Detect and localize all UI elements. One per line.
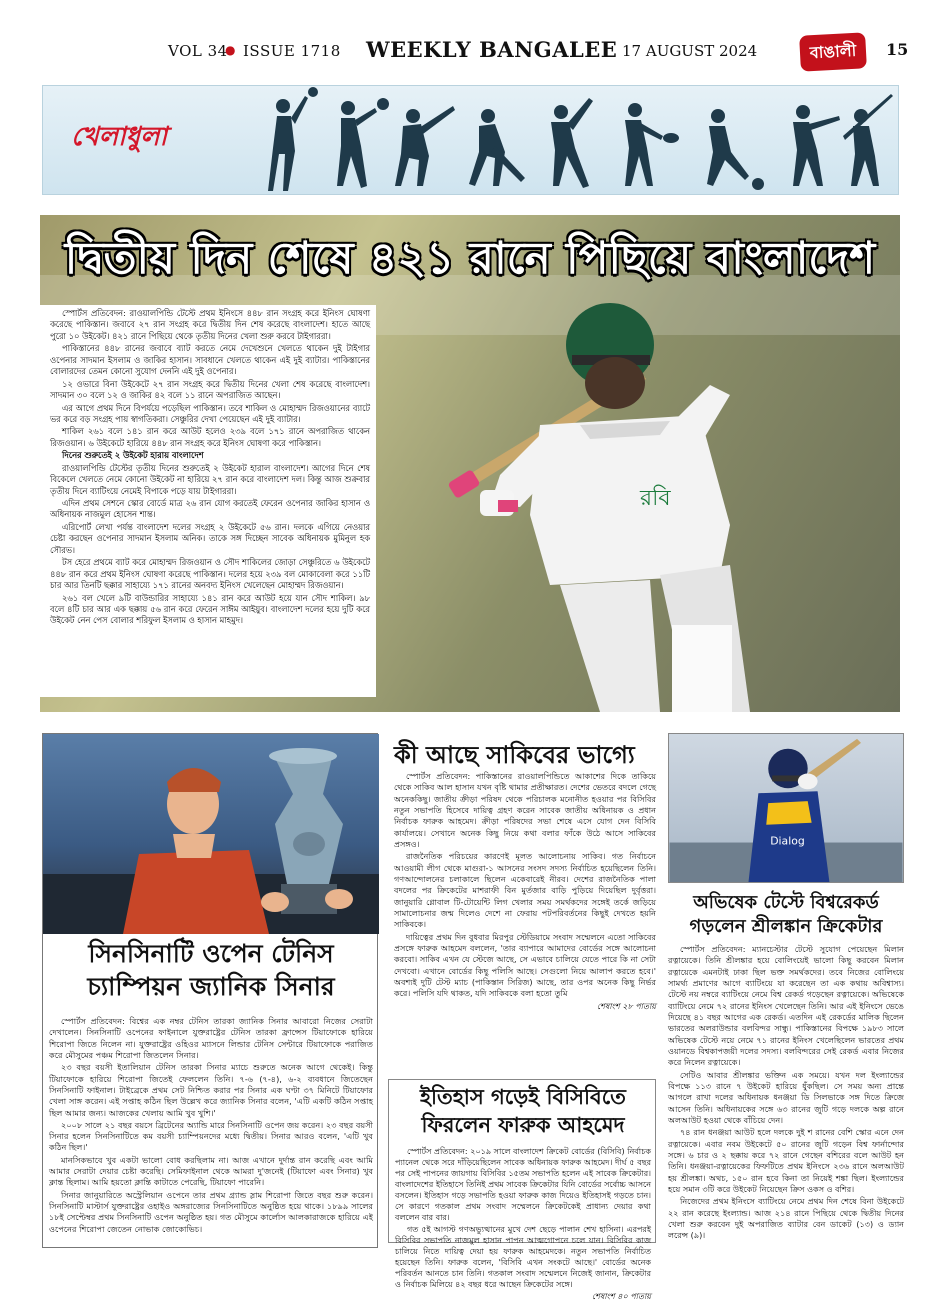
srilanka-story: [668, 733, 904, 1248]
sinner-headline: সিনসিনাটি ওপেন টেনিস চ্যাম্পিয়ন জ্যানিক সিনার: [87, 939, 335, 1001]
issue-date: 17 AUGUST 2024: [622, 42, 758, 60]
lead-paragraph: এরিপোর্ট লেখা পর্যন্ত বাংলাদেশ দলের সংগ্রহ ২ উইকেটে ৫৬ রান। দলকে এগিয়ে নেওয়ার চেষ্টা করছেন ওপেনার সাদমান ইসলাম অনিক। তাকে সঙ্গ দিচ্ছেন সাবেক অধিনায়ক মুমিনুল হক সৌরভ।: [50, 521, 370, 555]
continued-note: শেষাংশ ৪০ পাতায়: [591, 1292, 651, 1302]
jersey-sponsor-text: Dialog: [770, 834, 805, 848]
section-banner: [42, 85, 899, 195]
faruk-headline: ইতিহাস গড়েই বিসিবিতে ফিরলেন ফারুক আহমেদ: [420, 1085, 626, 1137]
faruk-paragraph: গত ৫ই আগস্ট গণঅভ্যুত্থানের মুখে দেশ ছেড়ে পালান শেখ হাসিনা। এরপরই বিসিবির সভাপতি নাজমুল হাসান পাপন আত্মগোপনে চলে যান। বিসিবির কাজ চালিয়ে নিতে দায়িত্ব দেয়া হয় ফারুক আহমেদকে। নতুন সভাপতি নির্বাচিত হয়েছেন তিনি। ফারুক বলেন, 'বিসিবি এখন সংকটে আছে।' বোর্ডের অনেক পরিবর্তন আনতে চান তিনি। গতকাল সংবাদ সম্মেলনে নিজেই জানান, ক্রিকেটার ও নির্বাচক মিলিয়ে ৪২ বছর ধরে আছেন ক্রিকেটের সঙ্গে।: [395, 1225, 651, 1290]
sinner-paragraph: ২৩ বছর বয়সী ইতালিয়ান টেনিস তারকা সিনার ম্যাচে শুরুতে অনেক আগে থেকেই। কিন্তু টিয়াফোকে হারিয়ে শিরোপা জিতেই ফেললেন তিনি। ৭-৬ (৭-৪), ৬-২ ব্যবধানে জিতেছেন সিনসিনাটি ফাইনাল। টাইব্রেকে প্রথম সেট নিশ্চিত করার পর সিনার এক ঘণ্টা ৩৭ মিনিটে টিয়াফোর খেলা সাঙ্গ করেন। এই সপ্তাহ কঠিন ছিল উল্লেখ করে জ্যানিক সিনার বলেন, 'এটি একটি কঠিন সপ্তাহ ছিল আমার জন্য। আজকের খেলায় আমি খুব খুশি।': [49, 1062, 373, 1118]
volume-number: VOL 34: [168, 42, 228, 60]
separator-dot-icon: ●: [225, 43, 236, 57]
batsman-photo: [410, 275, 890, 712]
lead-article-body: [40, 305, 376, 697]
lead-headline: দ্বিতীয় দিন শেষে ৪২১ রানে পিছিয়ে বাংলাদেশ: [64, 233, 876, 284]
lead-paragraph: এদিন প্রথম সেশনে স্কোর বোর্ডে মাত্র ২৬ রান যোগ করতেই ফেরেন ওপেনার জাকির হাসান ও অধিনায়ক নাজমুল হোসেন শান্ত।: [50, 498, 370, 520]
lead-paragraph: ২৬১ বল খেলে ৯টি বাউন্ডারির সাহায্যে ১৪১ রান করে আউট হয়ে যান সৌদ শাকিল। ৯৮ বলে ৪টি চার আর এক ছক্কায় ৫৬ রান করে ফেরেন সাঈম আইয়ুব। বাংলাদেশ দলের হয়ে দুটি করে উইকেট নেন পেস বোলার শরিফুল ইসলাম ও হাসান মাহমুদ।: [50, 592, 370, 626]
sinner-story: [42, 733, 378, 1248]
sinner-trophy-photo: [43, 734, 379, 934]
srilanka-article-body: [668, 944, 904, 1244]
lead-paragraph: শাকিল ২৬১ বলে ১৪১ রান করে আউট হলেও ২৩৯ বলে ১৭১ রানে অপরাজিত থাকেন রিজওয়ান। ৬ উইকেটে হারিয়ে ৪৪৮ রান সংগ্রহ করে ইনিংস ঘোষণা করে পাকিস্তান।: [50, 426, 370, 448]
srilanka-paragraph: স্পোর্টস প্রতিবেদন: ম্যানচেস্টার টেস্টে সুযোগ পেয়েছেন মিলান রত্নায়েকে। তিনি শ্রীলঙ্কার হয়ে বোলিংয়েই ভালো কিছু করবেন মিলান রত্নায়েকে এমনটাই ঢাকা ছিল ভক্ত সমর্থকদের। তবে নিজের বোলিংয়ে সামর্থ্য প্রমাণের আগে ব্যাটিংয়ে যা করেছেন তা এক কথায় অবিশ্বাস্য। টেস্টে নয় নম্বরে ব্যাটিংয়ে নেমে বিশ্ব রেকর্ড গড়েছেন রত্নায়েকে। অভিষেকে ব্যাটিংয়ে নেমে ৭২ রানের ইনিংস খেলেছেন তিনি। আর এই ইনিংসে ভেঙে দিয়েছে ৪১ বছর আগের এক রেকর্ড। এতদিন এই রেকর্ডের মালিক ছিলেন ভারতের অলরাউন্ডার বলবিন্দর সান্ধু। পাকিস্তানের বিপক্ষে ১৯৮৩ সালে অভিষেক টেস্টে নয়ে নেমে ৭১ রানের ইনিংস খেলেছিলেন ভারতের প্রথম ওয়ানডে বিশ্বকাপজয়ী দলের সদস্য। বলবিন্দরের সেই রেকর্ড এবার নিজের করে নিলেন রত্নায়েকে।: [668, 944, 904, 1068]
jersey-sponsor-text: রবি: [640, 486, 671, 511]
issue-number: ISSUE 1718: [243, 42, 341, 60]
sinner-article-body: [49, 1016, 373, 1244]
page-header: [0, 0, 945, 80]
lead-paragraph: টস হেরে প্রথমে ব্যাট করে মোহাম্মদ রিজওয়ান ও সৌদ শাকিলের জোড়া সেঞ্চুরিতে ৬ উইকেটে ৪৪৮ রান করে প্রথম ইনিংস ঘোষণা করেছে পাকিস্তান। দলের হয়ে ২৩৯ বল মোকাবেলা করে ১১টি চার আর তিনটি ছক্কার সাহায্যে ১৭১ রানের অনবদ্য ইনিংস খেলেছেন মোহাম্মদ রিজওয়ান।: [50, 557, 370, 591]
shakib-paragraph: রাজনৈতিক পরিচয়ের কারণেই মূলত আলোচনায় সাকিব। গত নির্বাচনে আওয়ামী লীগ থেকে মাগুরা-১ আসনের সংসদ সদস্য নির্বাচিত হয়েছিলেন তিনি। গণআন্দোলনের চলাকালে ছিলেন একেবারেই নীরব। দেশের রাজনৈতিক পালা বদলের পর ক্রিকেটের মাশরাফী বিন মুর্তজার বাড়ি পুড়িয়ে দিয়েছিল দুর্বৃত্তরা। জানুয়ারি গ্লোবাল টি-টোয়েন্টি লিগ খেলার সময় সমর্থকদের সঙ্গেই তর্কে জড়িয়ে সামালোচনার জন্ম দিলেও দেশে না ফেরায় পটপরিবর্তনের কিছুই দেখতে হয়নি সাকিবকে।: [394, 851, 656, 930]
shakib-headline: কী আছে সাকিবের ভাগ্যে: [394, 741, 635, 769]
middle-column: [388, 733, 656, 1302]
continued-note: শেষাংশ ২৮ পাতায়: [596, 1001, 656, 1011]
section-title: খেলাধুলা: [71, 122, 168, 152]
sinner-paragraph: মানসিকভাবে খুব একটা ভালো বোধ করছিলাম না। আজ এখানে দুর্দান্ত রান করেছি এবং আমি আমার সেরাটা দেয়ার চেষ্টা করেছি। সেমিফাইনাল থেকে আমরা দু'জনেই (টিয়াফো এবং সিনার) খুব ক্লান্ত ছিলাম। আমি হয়তো ক্লান্তি কাটাতে পেরেছি, টিয়াফো পারেনি।: [49, 1154, 373, 1188]
brand-logo: বাঙালী: [799, 32, 867, 71]
lead-paragraph: স্পোর্টস প্রতিবেদন: রাওয়ালপিন্ডি টেস্টে প্রথম ইনিংসে ৪৪৮ রান সংগ্রহ করে ইনিংস ঘোষণা করেছে পাকিস্তান। জবাবে ২৭ রান সংগ্রহ করে দ্বিতীয় দিন শেষ করেছে বাংলাদেশ। হাতে আছে পুরো ১০ উইকেট। ৪২১ রানে পিছিয়ে থেকে তৃতীয় দিনের খেলা শুরু করবে টাইগাররা।: [50, 308, 370, 341]
sinner-paragraph: ২০০৮ সালে ২১ বছর বয়সে ব্রিটেনের অ্যান্ডি মারে সিনসিনাটি ওপেন জয় করেন। ২৩ বছর বয়সী সিনার হলেন সিনসিনাটিতে কম বয়সী চ্যাম্পিয়নদের মধ্যে দ্বিতীয়। সিনার আরও বলেন, 'এটি খুব কঠিন ছিল।': [49, 1119, 373, 1153]
newspaper-title: WEEKLY BANGALEE: [366, 37, 618, 62]
lead-story: [40, 215, 900, 712]
srilanka-batsman-photo: [668, 733, 904, 883]
lead-paragraph: ১২ ওভারে বিনা উইকেটে ২৭ রান সংগ্রহ করে দ্বিতীয় দিনের খেলা শেষ করেছে বাংলাদেশ। সাদমান ৩০ বলে ১২ ও জাকির ৪২ বলে ১১ রানে অপরাজিত আছেন।: [50, 378, 370, 401]
lead-paragraph: রাওয়ালপিন্ডি টেস্টের তৃতীয় দিনের শুরুতেই ২ উইকেট হারাল বাংলাদেশ। আগের দিনে শেষ বিকেলে খেলতে নেমে কোনো উইকেট না হারিয়ে ২৭ রান করে বাংলাদেশ দল। কিন্তু আজ শুক্রবার তৃতীয় দিনে ব্যাটিংয়ে নেমেই বিপাকে পড়ে যায় টাইগাররা।: [50, 462, 370, 496]
shakib-article-body: [394, 771, 656, 1071]
sinner-paragraph: স্পোর্টস প্রতিবেদন: বিশ্বের এক নম্বর টেনিস তারকা জ্যানিক সিনার আবারো নিজের সেরাটা দেখালেন। সিনসিনাটি ওপেনের ফাইনালে যুক্তরাষ্ট্রের টেনিস তারকা ফ্রান্সেস টিয়াফোকে হারিয়ে শিরোপা জিতে নিলেন না। যুক্তরাষ্ট্রের ওহিওর ম্যাসনে লিন্ডার টেনিস সেন্টারে টিয়াফোকে পরাজিত করে মৌসুমের পঞ্চম শিরোপা জিতলেন সিনার।: [49, 1016, 373, 1060]
shakib-paragraph: স্পোর্টস প্রতিবেদন: পাকিস্তানের রাওয়ালপিন্ডিতে আকাশের দিকে তাকিয়ে থেকে সাকিব আল হাসান যখন বৃষ্টি থামার প্রতীক্ষারত। দেশের ভেতরে বদলে গেছে অনেককিছু। জাতীয় ক্রীড়া পরিষদ থেকে পরিচালক মনোনীত হওয়ার পর বিসিবির নতুন সভাপতি হিসেবে দায়িত্ব গ্রহণ করেন সাবেক জাতীয় অধিনায়ক ও প্রধান নির্বাচক ফারুক আহমেদ। ক্রীড়া পরিষদের সভা শেষে এসে যোগ দেন বিসিবি কার্যালয়ে। সেখানে অনেক কিছু নিয়ে কথা বলার ফাঁকে উঠে আসে সাকিবের প্রসঙ্গও।: [394, 771, 656, 849]
page-number: 15: [886, 40, 909, 59]
lead-paragraph: পাকিস্তানের ৪৪৮ রানের জবাবে ব্যাট করতে নেমে দেখেশুনে খেলতে থাকেন দুই টাইগার ওপেনার সাদমান ইসলাম ও জাকির হাসান। সাবধানে খেলতে থাকেন এই দুই ব্যাটার। পাকিস্তানের বোলারদের তেমন কোনো সুযোগ দেননি এই দুই ওপেনার।: [50, 343, 370, 377]
faruk-story: [388, 1079, 656, 1302]
srilanka-headline: অভিষেক টেস্টে বিশ্বরেকর্ড গড়লেন শ্রীলঙ্কান ক্রিকেটার: [689, 892, 883, 938]
lead-paragraph: এর আগে প্রথম দিনে বিপর্যয়ে পড়েছিল পাকিস্তান। তবে শাকিল ও মোহাম্মদ রিজওয়ানের ব্যাটে ভর করে বড় সংগ্রহ পায় স্বাগতিকরা। সেঞ্চুরির দেখা পেয়েছেন এই দুই ব্যাটার।: [50, 402, 370, 424]
sports-silhouettes-icon: [243, 86, 893, 196]
srilanka-paragraph: সেটিও আবার শ্রীলঙ্কার ভক্তিন এক সময়ে। যখন দল ইংল্যান্ডের বিপক্ষে ১১৩ রানে ৭ উইকেট হারিয়ে ধুঁকছিল। সে সময় অন্য প্রান্তে আগলে রাখা দলের অধিনায়ক ধনঞ্জয়া ডি সিলভাকে সঙ্গ দিতে ক্রিজে আসেন তিনি। অধিনায়কের সঙ্গে ৬৩ রানের জুটি গড়ে দলকে অল্প রানে অলআউট হওয়া থেকে বাঁচিয়ে দেন।: [668, 1069, 904, 1125]
lead-subheading: দিনের শুরুতেই ২ উইকেট হারায় বাংলাদেশ: [62, 450, 204, 461]
shakib-paragraph: দায়িত্বের প্রথম দিন বুধবার মিরপুর স্টেডিয়ামে সংবাদ সম্মেলনে এতো সাকিবের প্রসঙ্গে ফারুক আহমেদ বললেন, 'তার ব্যাপারে আমাদের বোর্ডের সঙ্গে আলোচনা করবো। সাকিব এখন যে স্টেজে আছে, সে এভাবে চালিয়ে যেতে পারে কি না সেটা দেখবো। এখানে বোর্ডের কিছু পলিসি আছে। সেগুলো নিয়ে আলাপ করতে হবে।' অবশ্যই দুটি টেস্ট ম্যাচ (পাকিস্তান সিরিজ) আছে, তার ওপর অনেক কিছু নির্ভর করে। পলিসি যদি থাকত, যদি সাকিবকে বলা হতো তুমি: [394, 931, 656, 999]
sinner-paragraph: সিনার জানুয়ারিতে অস্ট্রেলিয়ান ওপেনে তার প্রথম গ্র্যান্ড স্লাম শিরোপা জিতে বছর শুরু করেন। সিনসিনাটি মাস্টার্স যুক্তরাষ্ট্রের ওহাইও অঙ্গরাজ্যের সিনসিনাটিতে অনুষ্ঠিত হয়ে থাকে। ১৮৯৯ সালের ১৮ই সেপ্টেম্বর প্রথম সিনসিনাটি ওপেন অনুষ্ঠিত হয়। গত মৌসুমে কার্লোস আলকারাজকে হারিয়ে এই ওপেনের শিরোপা জেতেন নোভাক জোকোভিচ।: [49, 1189, 373, 1234]
faruk-paragraph: স্পোর্টস প্রতিবেদন: ২০১৯ সালে বাংলাদেশ ক্রিকেট বোর্ডের (বিসিবি) নির্বাচক প্যানেল থেকে সরে দাঁড়িয়েছিলেন সাবেক অধিনায়ক ফারুক আহমেদ। দীর্ঘ ৫ বছর পর সেই পাপনের জায়গায় বিসিবির ১৫তম সভাপতি হলেন এই সাবেক ক্রিকেটার। বাংলাদেশের ইতিহাসে তিনিই প্রথম সাবেক ক্রিকেটার যিনি বোর্ডের সর্বোচ্চ আসনে বসলেন। ইতিহাস গড়ে সভাপতি হওয়া ফারুক কাজ দিয়েও ইতিহাসই গড়তে চান। সে কারণে গতকাল প্রথম সংবাদ সম্মেলনে ক্রিকেটকেই প্রাধান্য দেয়ার কথা বললেন বার বার।: [395, 1147, 651, 1223]
srilanka-paragraph: নিজেদের প্রথম ইনিংসে ব্যাটিংয়ে নেমে প্রথম দিন শেষে বিনা উইকেটে ২২ রান করেছে ইংল্যান্ড। আজ ২১৪ রানে পিছিয়ে থেকে দ্বিতীয় দিনের খেলা শুরু করবেন দুই অপরাজিত ব্যাটার বেন ডাকেট (১৩) ও ড্যান লরেন্স (৯)।: [668, 1196, 904, 1241]
faruk-article-body: [395, 1146, 651, 1302]
srilanka-paragraph: ৭৪ রান ধনঞ্জয়া আউট হলে দলকে দুই শ রানের বেশি স্কোর এনে দেন রত্নায়েকে। এবার নবম উইকেটে ৫০ রানের জুটি গড়েন বিশ্ব ফার্নান্দোর সঙ্গে। ৬ চার ও ২ ছক্কায় করে ৭২ রানে গেছেন বশিরের বলে আউট হন তিনি। ধনঞ্জয়া-রত্নায়েকের ফিফটিতে প্রথম ইনিংসে ২৩৬ রানে অলআউট হয় শ্রীলঙ্কা। অথচ, ১৫০ রান হবে কিনা তা নিয়েই শঙ্কা ছিল। ইংল্যান্ডের হয়ে সমান ৩টি করে উইকেট নিয়েছেন ক্রিস ওকস ও বশির।: [668, 1127, 904, 1194]
